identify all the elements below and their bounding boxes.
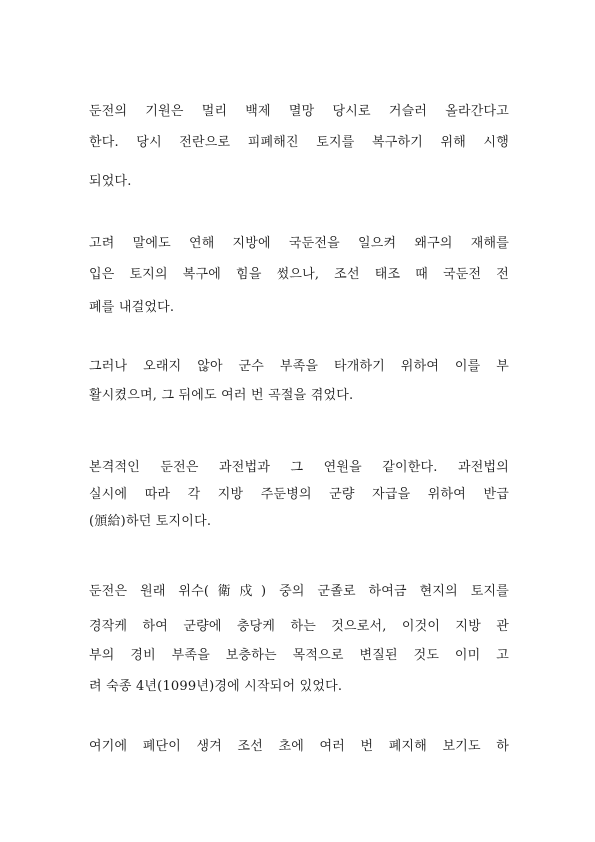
paragraph-line: (頒給)하던 토지이다. <box>89 514 212 529</box>
paragraph-line: 여기에 폐단이 생겨 조선 초에 여러 번 폐지해 보기도 하 <box>89 739 509 754</box>
paragraph-line: 활시켰으며, 그 뒤에도 여러 번 곡절을 겪었다. <box>89 388 354 403</box>
paragraph-line: 둔전은 원래 위수(衛戍) 중의 군졸로 하여금 현지의 토지를 <box>89 584 509 599</box>
paragraph-line: 되었다. <box>89 174 132 189</box>
paragraph-line: 둔전의 기원은 멀리 백제 멸망 당시로 거슬러 올라간다고 <box>89 104 509 119</box>
paragraph-line: 입은 토지의 복구에 힘을 썼으나, 조선 태조 때 국둔전 전 <box>89 267 509 282</box>
paragraph-line: 실시에 따라 각 지방 주둔병의 군량 자급을 위하여 반급 <box>89 487 509 502</box>
paragraph-line: 그러나 오래지 않아 군수 부족을 타개하기 위하여 이를 부 <box>89 359 509 374</box>
paragraph-line: 한다. 당시 전란으로 피폐해진 토지를 복구하기 위해 시행 <box>89 135 509 150</box>
paragraph-line: 경작케 하여 군량에 충당케 하는 것으로서, 이것이 지방 관 <box>89 619 509 634</box>
paragraph-line: 본격적인 둔전은 과전법과 그 연원을 같이한다. 과전법의 <box>89 460 509 475</box>
paragraph-line: 부의 경비 부족을 보충하는 목적으로 변질된 것도 이미 고 <box>89 648 509 663</box>
paragraph-line: 고려 말에도 연해 지방에 국둔전을 일으켜 왜구의 재해를 <box>89 236 509 251</box>
paragraph-line: 려 숙종 4년(1099년)경에 시작되어 있었다. <box>89 679 343 694</box>
paragraph-line: 폐를 내걸었다. <box>89 300 175 315</box>
